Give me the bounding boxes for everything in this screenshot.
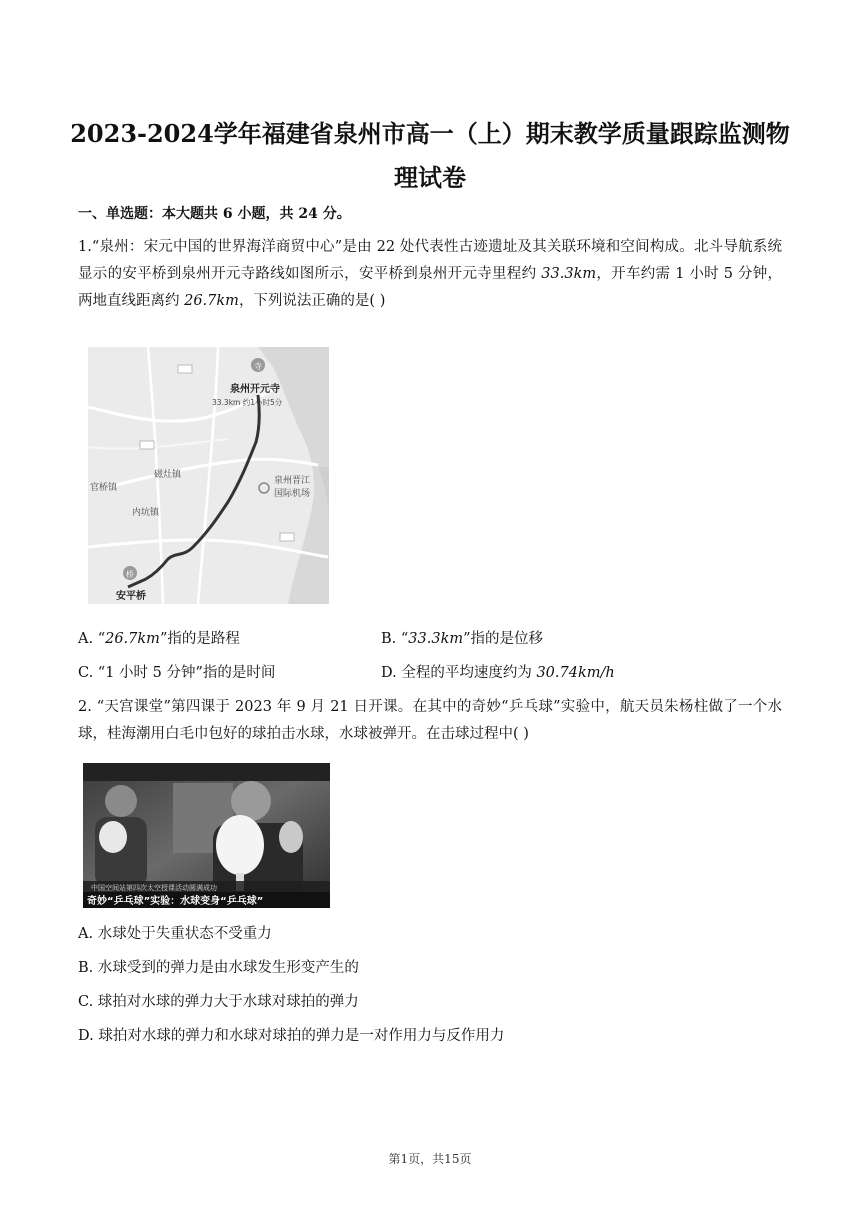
q1-option-a <box>78 629 240 649</box>
option-b-value: 33.3km <box>408 631 464 647</box>
space-class-photo <box>83 763 330 908</box>
photo-illustration <box>83 763 330 908</box>
option-d-prefix: D. 全程的平均速度约为 <box>381 665 537 681</box>
question-1-part-b: ，开车约需 1 小时 5 分钟，两地直线距离约 <box>78 266 783 309</box>
q2-option-d: D. 球拍对水球的弹力和水球对球拍的弹力是一对作用力与反作用力 <box>78 1028 505 1044</box>
route-map-figure <box>88 347 329 604</box>
map-label-town3: 内坑镇 <box>132 508 160 518</box>
q1-option-c: C. “1 小时 5 分钟”指的是时间 <box>78 665 276 681</box>
distance-value: 33.3km <box>541 266 597 282</box>
question-1-part-a: “泉州：宋元中国的世界海洋商贸中心”是由 22 处代表性古迹遗址及其关联环境和空间构成。北斗导航系统显示的安平桥到泉州开元寺路线如图所示，安平桥到泉州开元寺里程约 <box>78 239 782 282</box>
section-heading: 一、单选题：本大题共 6 小题，共 24 分。 <box>78 206 351 222</box>
map-label-town1: 磁灶镇 <box>154 470 182 480</box>
q1-option-b <box>381 629 543 649</box>
q1-option-d <box>381 663 615 683</box>
question-number: 1. <box>78 239 92 255</box>
map-label-dest: 泉州开元寺 <box>230 384 280 395</box>
option-a-suffix: ”指的是路程 <box>159 631 240 647</box>
option-b-prefix: B. “ <box>381 631 409 647</box>
map-label-airport1: 泉州晋江 <box>274 476 311 486</box>
map-label-route: 33.3km 约1小时5分 <box>212 398 283 407</box>
page-title: 2023-2024学年福建省泉州市高一（上）期末教学质量跟踪监测物理试卷 <box>70 119 790 192</box>
page-footer: 第1页，共15页 <box>388 1152 472 1166</box>
question-2-text: 2. “天宫课堂”第四课于 2023 年 9 月 21 日开课。在其中的奇妙“乒乓球”实验中，航天员朱杨柱做了一个水球，桂海潮用白毛巾包好的球拍击水球，水球被弹开。在击球过程中( ) <box>78 699 782 742</box>
svg-text:桥: 桥 <box>126 570 134 579</box>
map-label-start: 安平桥 <box>116 591 146 602</box>
q2-option-c: C. 球拍对水球的弹力大于水球对球拍的弹力 <box>78 994 359 1010</box>
q2-option-b: B. 水球受到的弹力是由水球发生形变产生的 <box>78 960 359 976</box>
map-label-airport2: 国际机场 <box>274 489 311 499</box>
svg-text:寺: 寺 <box>254 362 262 371</box>
option-a-value: 26.7km <box>105 631 160 647</box>
photo-caption-1: 中国空间站第四次太空授课活动圆满成功 <box>91 884 217 892</box>
option-b-suffix: ”指的是位移 <box>463 631 544 647</box>
straight-distance-value: 26.7km <box>184 293 239 309</box>
photo-caption-2: 奇妙“乒乓球”实验：水球变身“乒乓球” <box>87 896 264 907</box>
map-label-town2: 官桥镇 <box>90 483 118 493</box>
option-d-value: 30.74km/h <box>536 665 615 681</box>
option-a-prefix: A. “ <box>78 631 106 647</box>
route-map <box>88 347 329 604</box>
question-1-text <box>78 234 782 315</box>
q2-option-a: A. 水球处于失重状态不受重力 <box>78 926 272 942</box>
question-1-part-c: ，下列说法正确的是( ) <box>238 293 386 309</box>
